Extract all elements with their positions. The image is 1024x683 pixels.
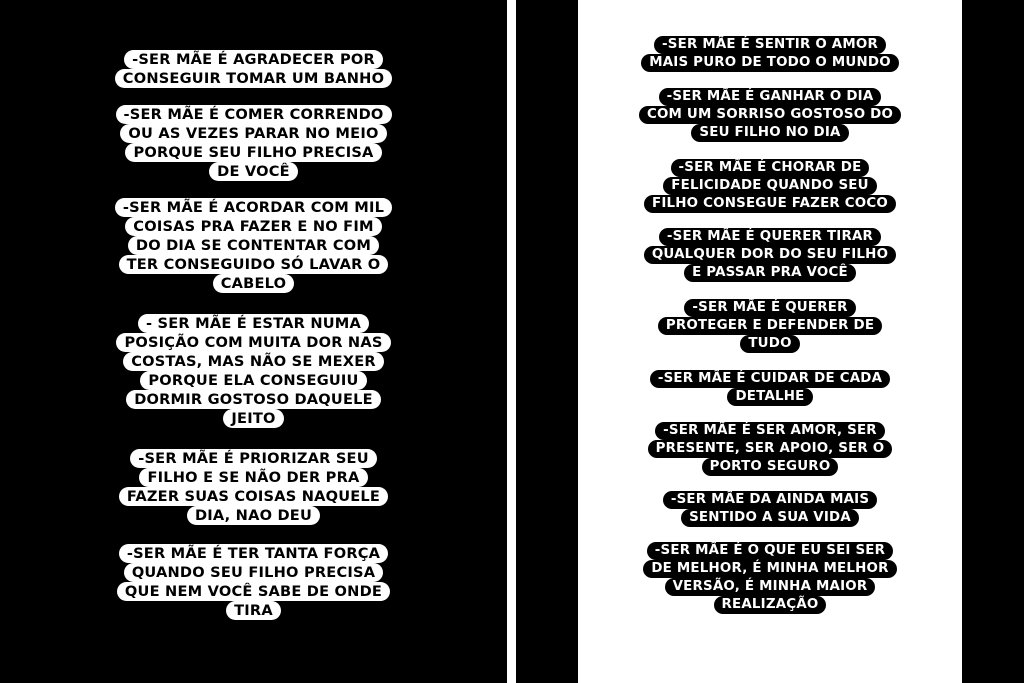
left-story-panel bbox=[0, 0, 507, 683]
caption-line: -SER MÃE É O QUE EU SEI SER bbox=[647, 542, 893, 560]
caption-line: TER CONSEGUIDO SÓ LAVAR O bbox=[119, 255, 389, 274]
caption-line: COSTAS, MAS NÃO SE MEXER bbox=[123, 352, 384, 371]
caption-line: FILHO E SE NÃO DER PRA bbox=[139, 468, 367, 487]
right-text-stack bbox=[578, 36, 962, 614]
right-story-frame bbox=[516, 0, 1024, 683]
caption-line: TUDO bbox=[740, 335, 799, 353]
caption-line: -SER MÃE DA AINDA MAIS bbox=[663, 491, 877, 509]
caption-line: DETALHE bbox=[727, 388, 812, 406]
caption-block bbox=[644, 159, 896, 213]
caption-line: QUANDO SEU FILHO PRECISA bbox=[124, 563, 383, 582]
caption-line: COISAS PRA FAZER E NO FIM bbox=[125, 217, 381, 236]
caption-line: -SER MÃE É AGRADECER POR bbox=[124, 50, 383, 69]
caption-block bbox=[115, 198, 392, 293]
caption-line: SENTIDO A SUA VIDA bbox=[681, 509, 859, 527]
caption-line: -SER MÃE É SENTIR O AMOR bbox=[654, 36, 886, 54]
caption-block bbox=[658, 299, 882, 353]
caption-line: CABELO bbox=[213, 274, 294, 293]
caption-line: -SER MÃE É GANHAR O DIA bbox=[659, 88, 882, 106]
caption-line: CONSEGUIR TOMAR UM BANHO bbox=[115, 69, 392, 88]
caption-line: TIRA bbox=[226, 601, 281, 620]
caption-line: PORTO SEGURO bbox=[702, 458, 839, 476]
caption-line: -SER MÃE É ACORDAR COM MIL bbox=[115, 198, 392, 217]
left-text-stack bbox=[0, 50, 507, 620]
caption-line: DORMIR GOSTOSO DAQUELE bbox=[126, 390, 381, 409]
caption-line: PRESENTE, SER APOIO, SER O bbox=[648, 440, 893, 458]
caption-block bbox=[663, 491, 877, 527]
caption-line: QUALQUER DOR DO SEU FILHO bbox=[644, 246, 896, 264]
caption-line: PROTEGER E DEFENDER DE bbox=[658, 317, 882, 335]
caption-line: -SER MÃE É CHORAR DE bbox=[671, 159, 870, 177]
caption-block bbox=[116, 314, 390, 428]
caption-line: -SER MÃE É SER AMOR, SER bbox=[655, 422, 885, 440]
caption-line: SEU FILHO NO DIA bbox=[691, 124, 848, 142]
caption-line: DE VOCÊ bbox=[209, 162, 298, 181]
right-story-panel bbox=[578, 0, 962, 683]
caption-block bbox=[648, 422, 893, 476]
caption-block bbox=[650, 370, 890, 406]
caption-line: - SER MÃE É ESTAR NUMA bbox=[138, 314, 369, 333]
caption-line: DO DIA SE CONTENTAR COM bbox=[128, 236, 379, 255]
caption-line: POSIÇÃO COM MUITA DOR NAS bbox=[116, 333, 390, 352]
caption-line: E PASSAR PRA VOCÊ bbox=[684, 264, 856, 282]
caption-line: PORQUE SEU FILHO PRECISA bbox=[125, 143, 381, 162]
caption-line: FELICIDADE QUANDO SEU bbox=[663, 177, 876, 195]
caption-line: DE MELHOR, É MINHA MELHOR bbox=[643, 560, 896, 578]
caption-line: OU AS VEZES PARAR NO MEIO bbox=[120, 124, 386, 143]
caption-line: FAZER SUAS COISAS NAQUELE bbox=[119, 487, 388, 506]
caption-line: JEITO bbox=[223, 409, 283, 428]
caption-line: MAIS PURO DE TODO O MUNDO bbox=[641, 54, 899, 72]
caption-block bbox=[639, 88, 901, 142]
caption-line: -SER MÃE É PRIORIZAR SEU bbox=[130, 449, 377, 468]
caption-block bbox=[119, 449, 388, 525]
caption-line: QUE NEM VOCÊ SABE DE ONDE bbox=[117, 582, 390, 601]
caption-block bbox=[641, 36, 899, 72]
caption-line: FILHO CONSEGUE FAZER COCO bbox=[644, 195, 896, 213]
caption-line: -SER MÃE É QUERER TIRAR bbox=[659, 228, 881, 246]
caption-line: -SER MÃE É QUERER bbox=[684, 299, 855, 317]
caption-block bbox=[115, 50, 392, 88]
caption-line: PORQUE ELA CONSEGUIU bbox=[140, 371, 366, 390]
caption-line: VERSÃO, É MINHA MAIOR bbox=[665, 578, 876, 596]
caption-block bbox=[643, 542, 896, 614]
caption-block bbox=[644, 228, 896, 282]
caption-line: -SER MÃE É COMER CORRENDO bbox=[116, 105, 392, 124]
caption-block bbox=[117, 544, 390, 620]
caption-line: -SER MÃE É TER TANTA FORÇA bbox=[119, 544, 388, 563]
caption-line: DIA, NAO DEU bbox=[187, 506, 320, 525]
caption-block bbox=[116, 105, 392, 181]
caption-line: COM UM SORRISO GOSTOSO DO bbox=[639, 106, 901, 124]
caption-line: -SER MÃE É CUIDAR DE CADA bbox=[650, 370, 890, 388]
caption-line: REALIZAÇÃO bbox=[714, 596, 827, 614]
